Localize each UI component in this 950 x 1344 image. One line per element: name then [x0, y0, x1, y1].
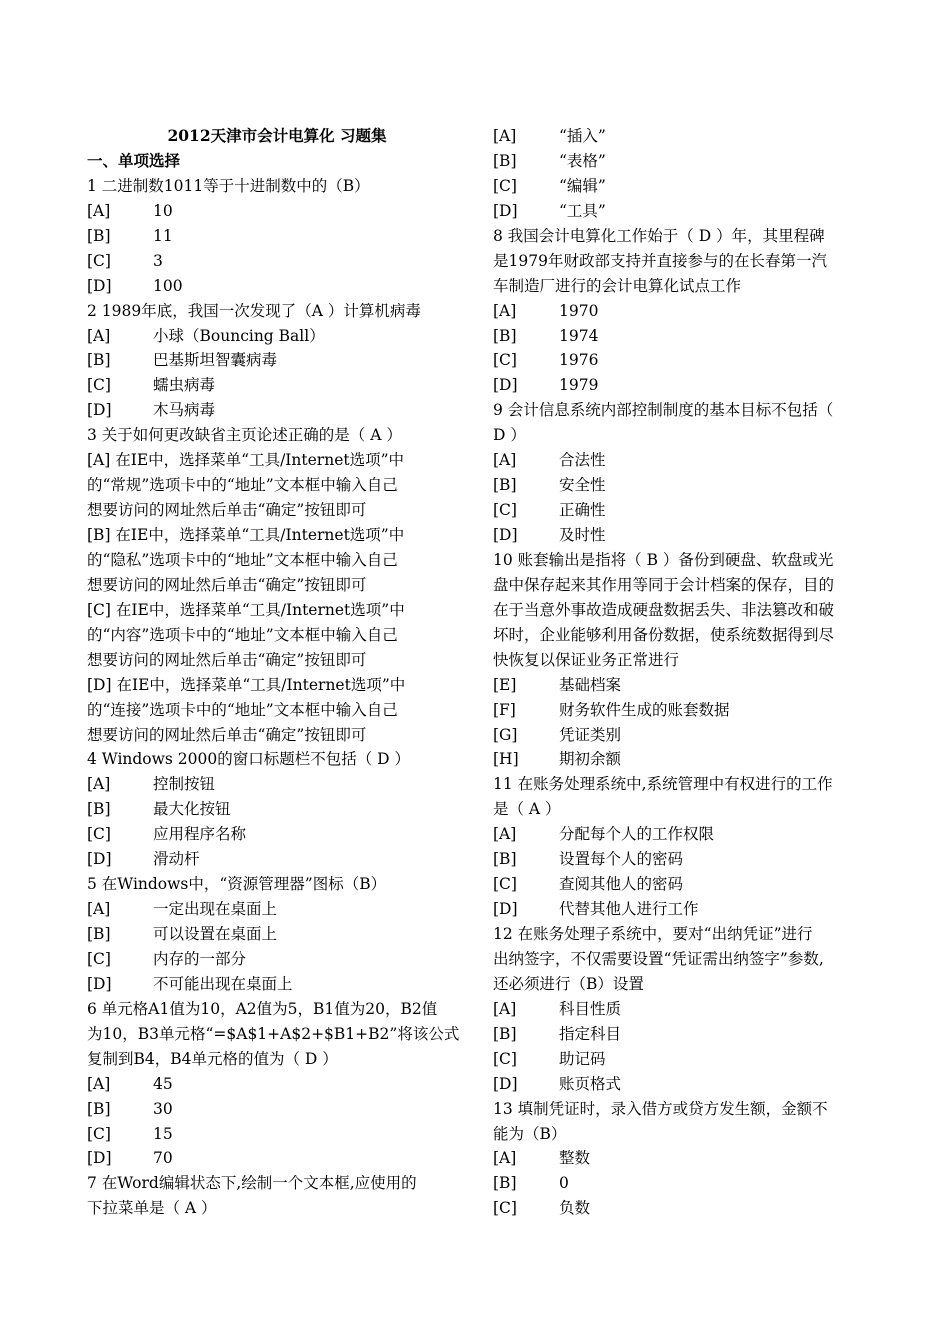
- option-key: [B]: [493, 151, 517, 170]
- option-key: [A]: [87, 326, 111, 345]
- option-text: 1970: [559, 301, 599, 320]
- option-key: [B]: [493, 1024, 517, 1043]
- option-key: [C]: [87, 251, 111, 270]
- option-key: [E]: [493, 675, 517, 694]
- option-key: [D]: [493, 526, 518, 544]
- option-key: [A]: [87, 201, 111, 220]
- option-text: 安全性: [559, 476, 606, 495]
- option-text: 基础档案: [559, 675, 622, 694]
- left-column: [87, 124, 467, 1221]
- option-text: “编辑”: [559, 176, 606, 195]
- option-text: 科目性质: [559, 999, 622, 1018]
- option-key: [A]: [493, 825, 517, 844]
- option-key: [B]: [493, 326, 517, 345]
- answer-option: [493, 523, 873, 548]
- answer-option: [87, 947, 467, 972]
- option-text: 整数: [559, 1149, 591, 1168]
- answer-option: [493, 847, 873, 872]
- question-text-line: 13 填制凭证时，录入借方或贷方发生额，金额不: [493, 1099, 828, 1118]
- option-key: [D]: [493, 376, 518, 395]
- answer-option: [87, 847, 467, 872]
- option-key: [C]: [87, 825, 111, 844]
- answer-option: [493, 373, 873, 398]
- answer-option: [87, 398, 467, 423]
- question-text-line: 7 在Word编辑状态下,绘制一个文本框,应使用的: [87, 1174, 417, 1193]
- question-text-line: 还必须进行（B）设置: [493, 974, 644, 993]
- question-text-line: [D] 在IE中，选择菜单“工具/Internet选项”中: [87, 675, 406, 694]
- answer-option: [493, 723, 873, 748]
- option-text: 11: [153, 226, 173, 245]
- answer-option: [87, 249, 467, 274]
- option-key: [D]: [87, 401, 112, 420]
- option-key: [A]: [493, 451, 517, 470]
- answer-option: [493, 698, 873, 723]
- option-key: [D]: [87, 850, 112, 869]
- answer-option: [87, 897, 467, 922]
- answer-option: [493, 299, 873, 324]
- question-text-line: 在于当意外事故造成硬盘数据丢失、非法篡改和破: [493, 600, 835, 619]
- question-text-line: 出纳签字，不仅需要设置“凭证需出纳签字”参数,: [493, 949, 824, 968]
- option-text: 及时性: [559, 526, 606, 544]
- option-key: [F]: [493, 700, 516, 719]
- question-text-line: 快恢复以保证业务正常进行: [493, 650, 680, 669]
- question-text-line: 5 在Windows中，“资源管理器”图标（B）: [87, 875, 387, 894]
- option-key: [D]: [493, 1074, 518, 1093]
- question-text-line: 是1979年财政部支持并直接参与的在长春第一汽: [493, 251, 827, 270]
- option-key: [C]: [493, 501, 517, 520]
- answer-option: [493, 199, 873, 224]
- answer-option: [87, 224, 467, 249]
- option-key: [B]: [87, 351, 111, 370]
- question-text-line: 9 会计信息系统内部控制制度的基本目标不包括（: [493, 401, 834, 420]
- option-key: [B]: [87, 925, 111, 943]
- answer-option: [87, 797, 467, 822]
- option-text: 小球（Bouncing Ball）: [153, 326, 325, 345]
- answer-option: [493, 872, 873, 897]
- option-text: 可以设置在桌面上: [153, 925, 278, 943]
- answer-option: [493, 1047, 873, 1072]
- question-text-line: 10 账套输出是指将（ B ）备份到硬盘、软盘或光: [493, 550, 834, 569]
- option-text: 蠕虫病毒: [153, 376, 216, 395]
- document-title: 2012天津市会计电算化 习题集: [167, 126, 387, 145]
- option-text: 滑动杆: [153, 850, 200, 869]
- question-text-line: [A] 在IE中，选择菜单“工具/Internet选项”中: [87, 451, 405, 470]
- answer-option: [493, 997, 873, 1022]
- answer-option: [493, 673, 873, 698]
- option-key: [B]: [87, 1099, 111, 1118]
- answer-option: [493, 1146, 873, 1171]
- question-text-line: [C] 在IE中，选择菜单“工具/Internet选项”中: [87, 600, 405, 619]
- question-text-line: 的“常规”选项卡中的“地址”文本框中输入自己: [87, 476, 398, 495]
- answer-option: [493, 1022, 873, 1047]
- section-heading: 一、单项选择: [87, 150, 181, 170]
- option-text: 控制按钮: [153, 775, 216, 794]
- answer-option: [87, 972, 467, 997]
- option-key: [A]: [87, 775, 111, 794]
- option-key: [C]: [87, 949, 111, 968]
- question-text-line: 复制到B4，B4单元格的值为（ D ）: [87, 1049, 338, 1068]
- option-text: 30: [153, 1099, 173, 1118]
- answer-option: [87, 1146, 467, 1171]
- right-column-body: [493, 124, 873, 1221]
- answer-option: [493, 149, 873, 174]
- option-key: [C]: [493, 176, 517, 195]
- answer-option: [87, 274, 467, 299]
- option-key: [A]: [87, 1074, 111, 1093]
- option-key: [A]: [87, 900, 111, 919]
- option-text: 应用程序名称: [153, 825, 247, 844]
- option-text: 合法性: [559, 451, 606, 470]
- question-text-line: 2 1989年底，我国一次发现了（A ）计算机病毒: [87, 301, 421, 320]
- question-text-line: 下拉菜单是（ A ）: [87, 1199, 217, 1218]
- option-text: 木马病毒: [153, 401, 216, 420]
- option-text: 不可能出现在桌面上: [153, 974, 293, 993]
- option-text: 期初余额: [559, 750, 622, 769]
- answer-option: [493, 124, 873, 149]
- answer-option: [87, 1097, 467, 1122]
- answer-option: [87, 199, 467, 224]
- question-text-line: 8 我国会计电算化工作始于（ D ）年，其里程碑: [493, 226, 825, 245]
- answer-option: [87, 822, 467, 847]
- option-text: 70: [153, 1149, 173, 1168]
- answer-option: [87, 922, 467, 947]
- question-text-line: 想要访问的网址然后单击“确定”按钮即可: [87, 575, 367, 594]
- option-text: 设置每个人的密码: [559, 850, 684, 869]
- option-text: 账页格式: [559, 1074, 622, 1093]
- option-text: “表格”: [559, 151, 606, 170]
- question-text-line: 为10，B3单元格“=$A$1+A$2+$B1+B2”将该公式: [87, 1024, 460, 1043]
- answer-option: [87, 1072, 467, 1097]
- question-text-line: 想要访问的网址然后单击“确定”按钮即可: [87, 650, 367, 669]
- answer-option: [87, 1122, 467, 1147]
- option-text: 15: [153, 1124, 173, 1143]
- option-text: 分配每个人的工作权限: [559, 825, 715, 844]
- option-key: [A]: [493, 999, 517, 1018]
- option-key: [G]: [493, 725, 518, 744]
- question-text-line: 1 二进制数1011等于十进制数中的（B）: [87, 176, 370, 195]
- option-key: [C]: [87, 376, 111, 395]
- option-key: [D]: [493, 900, 518, 919]
- option-text: 最大化按钮: [153, 800, 231, 819]
- answer-option: [87, 348, 467, 373]
- option-key: [C]: [493, 1049, 517, 1068]
- question-text-line: 的“隐私”选项卡中的“地址”文本框中输入自己: [87, 550, 398, 569]
- option-key: [B]: [493, 476, 517, 495]
- option-text: 助记码: [559, 1049, 606, 1068]
- option-key: [B]: [87, 226, 111, 245]
- option-text: 代替其他人进行工作: [559, 900, 699, 919]
- option-key: [C]: [493, 875, 517, 894]
- option-key: [A]: [493, 301, 517, 320]
- option-key: [D]: [87, 974, 112, 993]
- answer-option: [87, 373, 467, 398]
- option-key: [B]: [493, 1174, 517, 1193]
- option-key: [B]: [87, 800, 111, 819]
- answer-option: [493, 324, 873, 349]
- option-text: 巴基斯坦智囊病毒: [153, 351, 278, 370]
- option-text: 1979: [559, 376, 599, 395]
- option-key: [A]: [493, 127, 517, 145]
- option-key: [D]: [493, 201, 518, 220]
- option-text: 45: [153, 1074, 173, 1093]
- option-text: “工具”: [559, 201, 606, 220]
- answer-option: [493, 822, 873, 847]
- question-text-line: 想要访问的网址然后单击“确定”按钮即可: [87, 501, 367, 520]
- option-text: 负数: [559, 1199, 591, 1218]
- option-text: 3: [153, 251, 163, 270]
- answer-option: [493, 1196, 873, 1221]
- question-text-line: 想要访问的网址然后单击“确定”按钮即可: [87, 725, 367, 744]
- question-text-line: 4 Windows 2000的窗口标题栏不包括（ D ）: [87, 750, 411, 769]
- option-key: [C]: [87, 1124, 111, 1143]
- question-text-line: 是（ A ）: [493, 800, 561, 819]
- answer-option: [493, 348, 873, 373]
- option-text: 内存的一部分: [153, 949, 247, 968]
- question-text-line: 的“连接”选项卡中的“地址”文本框中输入自己: [87, 700, 398, 719]
- left-column-body: [87, 174, 467, 1221]
- question-text-line: 3 关于如何更改缺省主页论述正确的是（ A ）: [87, 426, 402, 445]
- option-text: 指定科目: [559, 1024, 622, 1043]
- question-text-line: D ）: [493, 426, 526, 445]
- question-text-line: 坏时，企业能够利用备份数据，使系统数据得到尽: [493, 625, 835, 644]
- option-key: [H]: [493, 750, 519, 769]
- question-text-line: 盘中保存起来其作用等同于会计档案的保存，目的: [493, 575, 835, 594]
- question-text-line: 能为（B）: [493, 1124, 567, 1143]
- option-text: 1976: [559, 351, 599, 370]
- option-text: 凭证类别: [559, 725, 622, 744]
- question-text-line: 6 单元格A1值为10，A2值为5，B1值为20，B2值: [87, 999, 438, 1018]
- option-text: 1974: [559, 326, 599, 345]
- option-text: 0: [559, 1174, 569, 1193]
- question-text-line: 的“内容”选项卡中的“地址”文本框中输入自己: [87, 625, 398, 644]
- question-text-line: 12 在账务处理子系统中，要对“出纳凭证”进行: [493, 925, 813, 943]
- answer-option: [87, 324, 467, 349]
- option-key: [A]: [493, 1149, 517, 1168]
- question-text-line: 11 在账务处理系统中,系统管理中有权进行的工作: [493, 775, 833, 794]
- question-text-line: [B] 在IE中，选择菜单“工具/Internet选项”中: [87, 526, 405, 544]
- answer-option: [493, 498, 873, 523]
- answer-option: [493, 448, 873, 473]
- option-key: [D]: [87, 1149, 112, 1168]
- answer-option: [493, 1171, 873, 1196]
- option-key: [C]: [493, 1199, 517, 1218]
- answer-option: [493, 174, 873, 199]
- question-text-line: 车制造厂进行的会计电算化试点工作: [493, 276, 742, 295]
- option-text: 正确性: [559, 501, 606, 520]
- answer-option: [493, 897, 873, 922]
- answer-option: [493, 473, 873, 498]
- answer-option: [87, 772, 467, 797]
- option-text: “插入”: [559, 127, 606, 145]
- answer-option: [493, 747, 873, 772]
- answer-option: [493, 1072, 873, 1097]
- option-key: [B]: [493, 850, 517, 869]
- option-text: 查阅其他人的密码: [559, 875, 684, 894]
- option-key: [D]: [87, 276, 112, 295]
- option-text: 10: [153, 201, 173, 220]
- option-text: 一定出现在桌面上: [153, 900, 278, 919]
- option-key: [C]: [493, 351, 517, 370]
- option-text: 财务软件生成的账套数据: [559, 700, 730, 719]
- option-text: 100: [153, 276, 183, 295]
- right-column: [493, 124, 873, 1221]
